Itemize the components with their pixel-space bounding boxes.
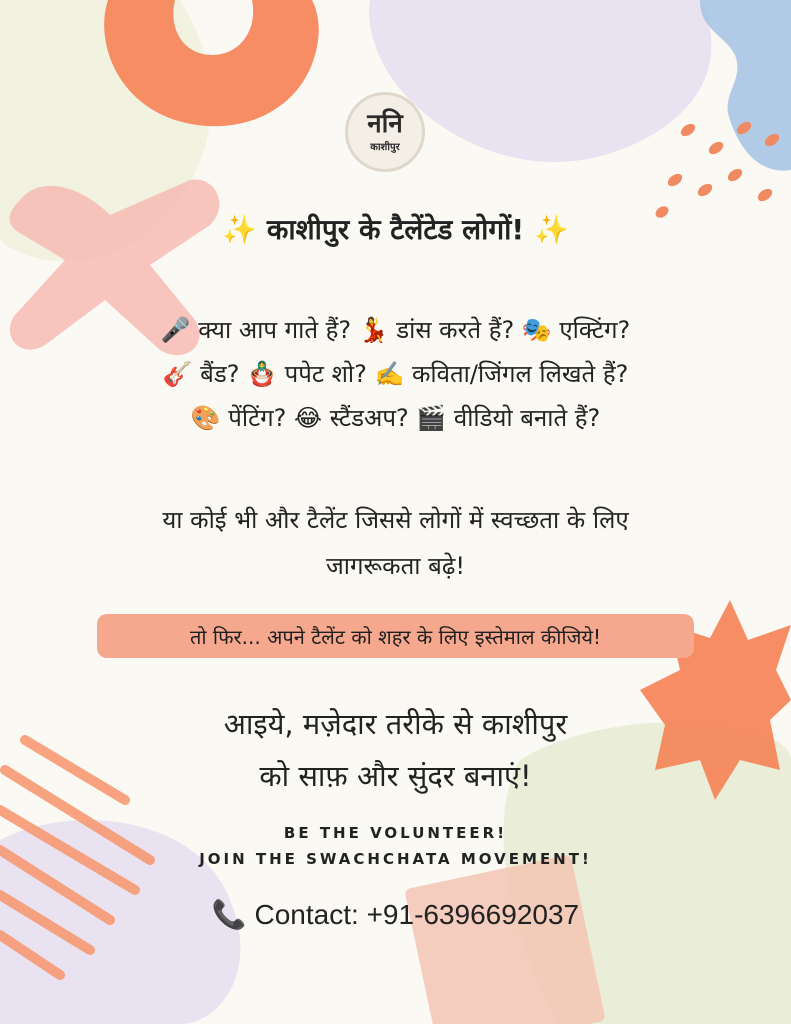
headline-text: काशीपुर के टैलेंटेड लोगों! xyxy=(266,213,525,246)
sparkle-icon: ✨ xyxy=(533,213,569,246)
logo-mark: ननि xyxy=(367,109,403,139)
awareness-paragraph xyxy=(60,497,731,589)
talents-line: 🎤 क्या आप गाते हैं? 💃 डांस करते हैं? 🎭 एक्टिंग? xyxy=(160,316,631,344)
cta-line: BE THE VOLUNTEER! xyxy=(283,824,508,842)
contact-info xyxy=(0,898,791,931)
cta-line: JOIN THE SWACHCHATA MOVEMENT! xyxy=(199,850,592,868)
phone-icon: 📞 xyxy=(211,899,247,930)
paragraph-line: या कोई भी और टैलेंट जिससे लोगों में स्वच्छता के लिए xyxy=(162,506,629,534)
highlight-text: तो फिर... अपने टैलेंट को शहर के लिए इस्तेमाल कीजिये! xyxy=(189,624,602,649)
headline xyxy=(0,210,791,248)
contact-text: Contact: +91-6396692037 xyxy=(254,899,580,930)
logo-caption: काशीपुर xyxy=(370,142,400,153)
tagline xyxy=(80,698,711,802)
talents-line: 🎸 बैंड? 🪆 पपेट शो? ✍️ कविता/जिंगल लिखते हैं? xyxy=(162,360,629,388)
municipal-logo xyxy=(345,92,425,172)
call-to-action xyxy=(0,820,791,872)
talents-line: 🎨 पेंटिंग? 😂 स्टैंडअप? 🎬 वीडियो बनाते हैं? xyxy=(190,404,601,432)
sparkle-icon: ✨ xyxy=(222,213,258,246)
tagline-line: को साफ़ और सुंदर बनाएं! xyxy=(259,759,532,793)
talents-list xyxy=(40,308,751,440)
highlight-banner xyxy=(97,614,694,658)
paragraph-line: जागरूकता बढ़े! xyxy=(326,552,465,580)
tagline-line: आइये, मज़ेदार तरीके से काशीपुर xyxy=(223,707,568,741)
